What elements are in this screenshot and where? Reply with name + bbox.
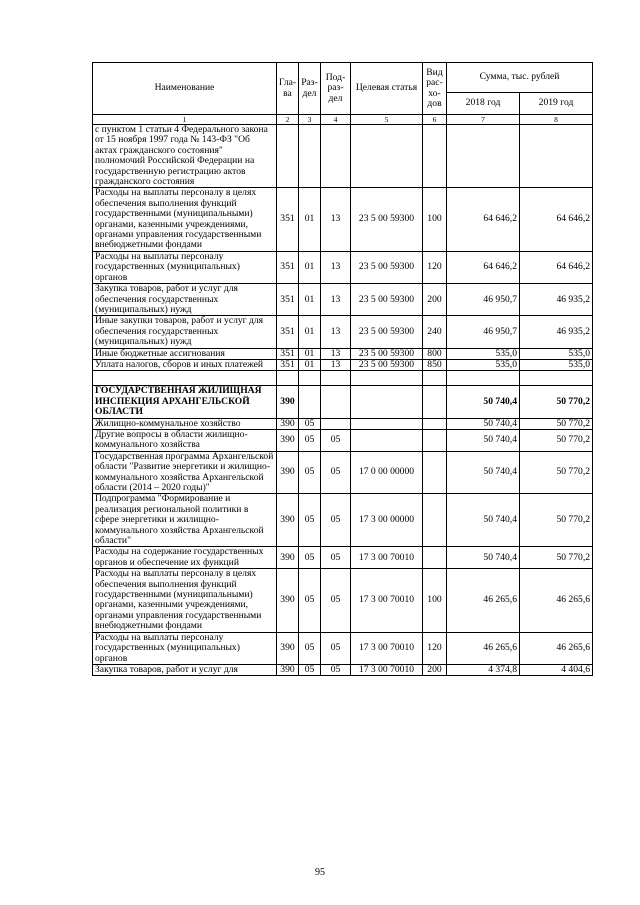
col-index: 6 bbox=[423, 115, 447, 125]
row-name: Иные закупки товаров, работ и услуг для обеспечения государственных (муниципальных) нужд bbox=[93, 316, 277, 348]
cell-celevaya bbox=[351, 386, 423, 418]
cell-vid: 200 bbox=[423, 284, 447, 316]
cell-glava: 390 bbox=[277, 664, 299, 675]
row-name: Закупка товаров, работ и услуг для bbox=[93, 664, 277, 675]
cell-podrazdel bbox=[321, 125, 351, 188]
cell-celevaya: 17 3 00 00000 bbox=[351, 494, 423, 547]
cell-glava: 351 bbox=[277, 316, 299, 348]
cell-vid bbox=[423, 429, 447, 451]
cell-podrazdel: 05 bbox=[321, 664, 351, 675]
row-name: с пунктом 1 статьи 4 Федерального закона от 15 ноября 1997 года № 143-ФЗ "Об актах гражданского состояния" полномочий Российской Федерации на государственную регистрацию актов гражданского состояния bbox=[93, 125, 277, 188]
cell-razdel bbox=[299, 386, 321, 418]
row-name: Расходы на выплаты персоналу в целях обеспечения выполнения функций государственными (муниципальными) органами, казенными учреждениями, органами управления государственными внебюджетными фондами bbox=[93, 569, 277, 632]
table-row bbox=[93, 125, 593, 188]
cell-glava: 351 bbox=[277, 359, 299, 370]
row-name: Расходы на выплаты персоналу государственных (муниципальных) органов bbox=[93, 251, 277, 283]
cell-sum-2019: 50 770,2 bbox=[520, 547, 593, 569]
col-index: 7 bbox=[447, 115, 520, 125]
cell-sum-2018: 46 265,6 bbox=[447, 632, 520, 664]
row-name: ГОСУДАРСТВЕННАЯ ЖИЛИЩНАЯ ИНСПЕКЦИЯ АРХАНГЕЛЬСКОЙ ОБЛАСТИ bbox=[93, 386, 277, 418]
cell-razdel: 05 bbox=[299, 632, 321, 664]
cell-sum-2019: 4 404,6 bbox=[520, 664, 593, 675]
cell-sum-2019: 46 265,6 bbox=[520, 569, 593, 632]
cell-sum-2018: 46 265,6 bbox=[447, 569, 520, 632]
cell-celevaya bbox=[351, 371, 423, 386]
row-name: Подпрограмма "Формирование и реализация региональной политики в сфере энергетики и жилищно-коммунального хозяйства Архангельской области" bbox=[93, 494, 277, 547]
header-celevaya: Целевая статья bbox=[351, 63, 423, 115]
cell-razdel: 01 bbox=[299, 316, 321, 348]
table-row bbox=[93, 451, 593, 494]
cell-glava: 390 bbox=[277, 429, 299, 451]
cell-sum-2018: 64 646,2 bbox=[447, 251, 520, 283]
cell-celevaya: 17 0 00 00000 bbox=[351, 451, 423, 494]
table-row bbox=[93, 547, 593, 569]
row-name: Другие вопросы в области жилищно-коммунального хозяйства bbox=[93, 429, 277, 451]
col-index: 3 bbox=[299, 115, 321, 125]
cell-sum-2018: 50 740,4 bbox=[447, 429, 520, 451]
cell-glava: 351 bbox=[277, 251, 299, 283]
cell-celevaya: 23 5 00 59300 bbox=[351, 348, 423, 359]
cell-razdel: 05 bbox=[299, 547, 321, 569]
cell-razdel: 05 bbox=[299, 418, 321, 429]
header-2018: 2018 год bbox=[447, 93, 520, 115]
cell-sum-2018: 64 646,2 bbox=[447, 188, 520, 251]
cell-sum-2018: 4 374,8 bbox=[447, 664, 520, 675]
cell-vid bbox=[423, 451, 447, 494]
table-row bbox=[93, 188, 593, 251]
cell-sum-2018: 50 740,4 bbox=[447, 451, 520, 494]
cell-vid: 800 bbox=[423, 348, 447, 359]
row-name: Расходы на выплаты персоналу в целях обеспечения выполнения функций государственными (муниципальными) органами, казенными учреждениями, органами управления государственными внебюджетными фондами bbox=[93, 188, 277, 251]
cell-glava: 390 bbox=[277, 632, 299, 664]
cell-sum-2018: 535,0 bbox=[447, 359, 520, 370]
cell-sum-2018: 50 740,4 bbox=[447, 494, 520, 547]
cell-sum-2019: 50 770,2 bbox=[520, 429, 593, 451]
cell-podrazdel: 13 bbox=[321, 188, 351, 251]
cell-vid: 100 bbox=[423, 569, 447, 632]
col-index: 5 bbox=[351, 115, 423, 125]
cell-sum-2019 bbox=[520, 125, 593, 188]
cell-sum-2019: 46 935,2 bbox=[520, 316, 593, 348]
table-row bbox=[93, 348, 593, 359]
cell-podrazdel: 13 bbox=[321, 359, 351, 370]
cell-podrazdel: 13 bbox=[321, 284, 351, 316]
cell-vid: 120 bbox=[423, 632, 447, 664]
cell-razdel: 05 bbox=[299, 664, 321, 675]
cell-razdel: 05 bbox=[299, 451, 321, 494]
table-row bbox=[93, 494, 593, 547]
cell-razdel: 01 bbox=[299, 359, 321, 370]
header-podrazdel: Под-раз-дел bbox=[321, 63, 351, 115]
cell-celevaya: 23 5 00 59300 bbox=[351, 316, 423, 348]
row-name: Расходы на выплаты персоналу государственных (муниципальных) органов bbox=[93, 632, 277, 664]
cell-vid: 850 bbox=[423, 359, 447, 370]
table-row bbox=[93, 251, 593, 283]
cell-sum-2018 bbox=[447, 371, 520, 386]
col-index: 8 bbox=[520, 115, 593, 125]
cell-podrazdel bbox=[321, 386, 351, 418]
cell-podrazdel bbox=[321, 371, 351, 386]
cell-sum-2019: 535,0 bbox=[520, 348, 593, 359]
cell-sum-2019: 64 646,2 bbox=[520, 251, 593, 283]
cell-sum-2019: 46 935,2 bbox=[520, 284, 593, 316]
table-body bbox=[93, 115, 593, 676]
cell-celevaya bbox=[351, 429, 423, 451]
cell-glava: 390 bbox=[277, 418, 299, 429]
row-name: Расходы на содержание государственных органов и обеспечение их функций bbox=[93, 547, 277, 569]
cell-celevaya: 17 3 00 70010 bbox=[351, 632, 423, 664]
cell-sum-2018: 46 950,7 bbox=[447, 284, 520, 316]
cell-podrazdel: 05 bbox=[321, 429, 351, 451]
cell-sum-2019: 50 770,2 bbox=[520, 494, 593, 547]
cell-podrazdel: 13 bbox=[321, 251, 351, 283]
column-index-row bbox=[93, 115, 593, 125]
cell-razdel: 01 bbox=[299, 348, 321, 359]
table-row bbox=[93, 569, 593, 632]
cell-razdel: 05 bbox=[299, 494, 321, 547]
cell-glava bbox=[277, 371, 299, 386]
cell-podrazdel: 05 bbox=[321, 547, 351, 569]
cell-sum-2019: 50 770,2 bbox=[520, 451, 593, 494]
cell-razdel bbox=[299, 371, 321, 386]
page-number: 95 bbox=[315, 867, 325, 878]
table-row bbox=[93, 284, 593, 316]
col-index: 1 bbox=[93, 115, 277, 125]
cell-celevaya: 17 3 00 70010 bbox=[351, 664, 423, 675]
cell-glava bbox=[277, 125, 299, 188]
cell-sum-2019: 64 646,2 bbox=[520, 188, 593, 251]
header-vid: Вид рас-хо-дов bbox=[423, 63, 447, 115]
cell-razdel: 05 bbox=[299, 569, 321, 632]
cell-glava: 390 bbox=[277, 569, 299, 632]
cell-glava: 351 bbox=[277, 188, 299, 251]
col-index: 4 bbox=[321, 115, 351, 125]
cell-sum-2018: 535,0 bbox=[447, 348, 520, 359]
cell-glava: 390 bbox=[277, 451, 299, 494]
cell-vid bbox=[423, 386, 447, 418]
table-row bbox=[93, 429, 593, 451]
cell-glava: 390 bbox=[277, 494, 299, 547]
cell-celevaya: 23 5 00 59300 bbox=[351, 188, 423, 251]
header-razdel: Раз-дел bbox=[299, 63, 321, 115]
header-summa: Сумма, тыс. рублей bbox=[447, 63, 593, 93]
cell-sum-2019: 535,0 bbox=[520, 359, 593, 370]
cell-vid: 120 bbox=[423, 251, 447, 283]
cell-vid: 240 bbox=[423, 316, 447, 348]
cell-vid: 100 bbox=[423, 188, 447, 251]
cell-celevaya bbox=[351, 125, 423, 188]
table-row bbox=[93, 371, 593, 386]
cell-vid bbox=[423, 547, 447, 569]
cell-podrazdel: 05 bbox=[321, 632, 351, 664]
cell-sum-2018: 50 740,4 bbox=[447, 386, 520, 418]
cell-razdel bbox=[299, 125, 321, 188]
cell-vid bbox=[423, 125, 447, 188]
row-name: Иные бюджетные ассигнования bbox=[93, 348, 277, 359]
cell-sum-2018 bbox=[447, 125, 520, 188]
cell-glava: 390 bbox=[277, 547, 299, 569]
cell-sum-2019: 50 770,2 bbox=[520, 418, 593, 429]
cell-sum-2018: 50 740,4 bbox=[447, 547, 520, 569]
cell-podrazdel: 13 bbox=[321, 348, 351, 359]
budget-table bbox=[92, 62, 593, 676]
cell-glava: 351 bbox=[277, 284, 299, 316]
cell-sum-2019: 46 265,6 bbox=[520, 632, 593, 664]
table-row bbox=[93, 632, 593, 664]
cell-celevaya: 23 5 00 59300 bbox=[351, 284, 423, 316]
header-glava: Гла-ва bbox=[277, 63, 299, 115]
cell-vid bbox=[423, 371, 447, 386]
cell-celevaya: 17 3 00 70010 bbox=[351, 547, 423, 569]
cell-vid: 200 bbox=[423, 664, 447, 675]
cell-podrazdel: 05 bbox=[321, 451, 351, 494]
cell-celevaya: 23 5 00 59300 bbox=[351, 359, 423, 370]
cell-podrazdel: 05 bbox=[321, 569, 351, 632]
header-name: Наименование bbox=[93, 63, 277, 115]
row-name: Закупка товаров, работ и услуг для обеспечения государственных (муниципальных) нужд bbox=[93, 284, 277, 316]
cell-podrazdel: 13 bbox=[321, 316, 351, 348]
table-row bbox=[93, 386, 593, 418]
row-name bbox=[93, 371, 277, 386]
cell-celevaya: 23 5 00 59300 bbox=[351, 251, 423, 283]
cell-razdel: 01 bbox=[299, 251, 321, 283]
row-name: Жилищно-коммунальное хозяйство bbox=[93, 418, 277, 429]
cell-podrazdel: 05 bbox=[321, 494, 351, 547]
table-row bbox=[93, 359, 593, 370]
cell-razdel: 01 bbox=[299, 188, 321, 251]
cell-sum-2018: 46 950,7 bbox=[447, 316, 520, 348]
cell-vid bbox=[423, 494, 447, 547]
cell-razdel: 05 bbox=[299, 429, 321, 451]
row-name: Уплата налогов, сборов и иных платежей bbox=[93, 359, 277, 370]
cell-razdel: 01 bbox=[299, 284, 321, 316]
cell-celevaya: 17 3 00 70010 bbox=[351, 569, 423, 632]
cell-glava: 351 bbox=[277, 348, 299, 359]
cell-glava: 390 bbox=[277, 386, 299, 418]
cell-sum-2018: 50 740,4 bbox=[447, 418, 520, 429]
cell-celevaya bbox=[351, 418, 423, 429]
header-2019: 2019 год bbox=[520, 93, 593, 115]
cell-sum-2019 bbox=[520, 371, 593, 386]
table-row bbox=[93, 664, 593, 675]
table-row bbox=[93, 316, 593, 348]
cell-sum-2019: 50 770,2 bbox=[520, 386, 593, 418]
table-row bbox=[93, 418, 593, 429]
cell-podrazdel bbox=[321, 418, 351, 429]
col-index: 2 bbox=[277, 115, 299, 125]
row-name: Государственная программа Архангельской области "Развитие энергетики и жилищно-коммунального хозяйства Архангельской области (2014 – 2020 годы)" bbox=[93, 451, 277, 494]
cell-vid bbox=[423, 418, 447, 429]
